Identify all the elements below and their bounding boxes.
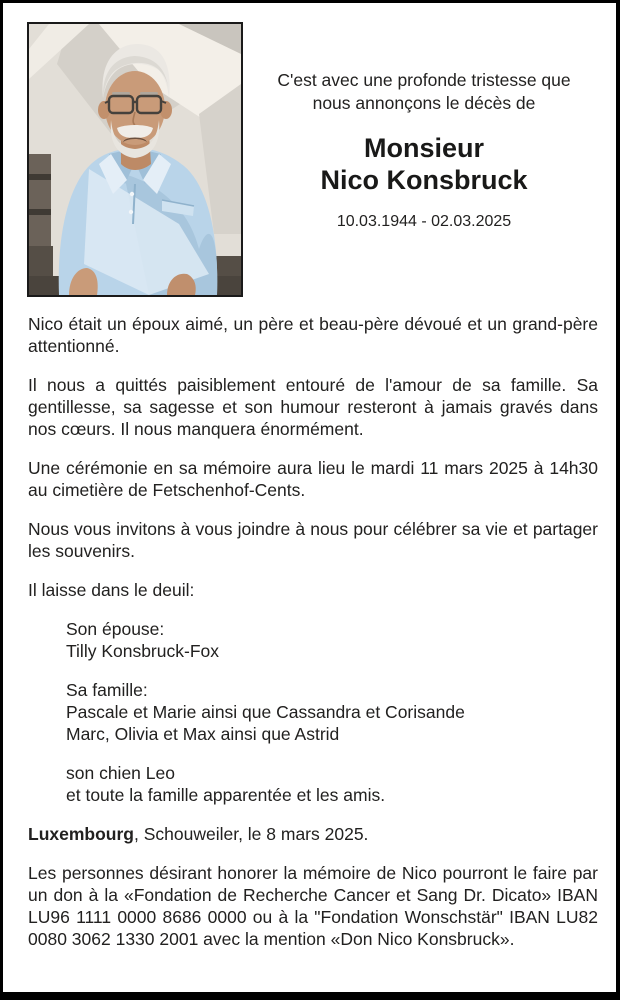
announcement-header xyxy=(243,69,605,232)
paragraph-donation: Les personnes désirant honorer la mémoire de Nico pourront le faire par un don à la «Fondation de Recherche Cancer et Sang Dr. Dicato» IBAN LU96 1111 0000 8686 0000 ou à la "Fondation Wonschstär" IBAN LU82 0080 3062 1330 2001 avec la mention «Don Nico Konsbruck». xyxy=(28,863,598,949)
dateline-city: Luxembourg xyxy=(28,824,134,844)
birth-death-dates: 10.03.1944 - 02.03.2025 xyxy=(336,213,512,230)
intro-line-1: C'est avec une profonde tristesse que xyxy=(277,70,571,90)
survivor-line: Son épouse: xyxy=(66,619,165,639)
survivor-group-family xyxy=(66,679,598,745)
survivor-line: Sa famille: xyxy=(66,680,148,700)
paragraph-invitation: Nous vous invitons à vous joindre à nous pour célébrer sa vie et partager les souvenirs. xyxy=(28,519,598,561)
survivor-group-others xyxy=(66,762,598,806)
mourning-intro: Il laisse dans le deuil: xyxy=(28,580,195,600)
survivor-line: Marc, Olivia et Max ainsi que Astrid xyxy=(66,724,340,744)
notice-body xyxy=(28,313,598,950)
place-dateline xyxy=(28,823,598,845)
paragraph-tribute: Nico était un époux aimé, un père et beau-père dévoué et un grand-père attentionné. xyxy=(28,314,598,356)
deceased-portrait-photo xyxy=(27,22,243,297)
paragraph-ceremony: Une cérémonie en sa mémoire aura lieu le mardi 11 mars 2025 à 14h30 au cimetière de Fetschenhof-Cents. xyxy=(28,458,598,500)
portrait-illustration xyxy=(29,24,241,295)
dateline-rest: , Schouweiler, le 8 mars 2025. xyxy=(133,824,369,844)
survivor-line: Pascale et Marie ainsi que Cassandra et Corisande xyxy=(66,702,465,722)
deceased-name: Nico Konsbruck xyxy=(320,165,528,195)
survivor-line: et toute la famille apparentée et les amis. xyxy=(66,785,386,805)
intro-line-2: nous annonçons le décès de xyxy=(312,93,536,113)
survivor-line: son chien Leo xyxy=(66,763,175,783)
paragraph-passing: Il nous a quittés paisiblement entouré de l'amour de sa famille. Sa gentillesse, sa sagesse et son humour resteront à jamais gravés dans nos cœurs. Il nous manquera énormément. xyxy=(28,375,598,439)
survivor-group-spouse xyxy=(66,618,598,662)
survivor-line: Tilly Konsbruck-Fox xyxy=(66,641,219,661)
deceased-title: Monsieur xyxy=(363,133,484,163)
